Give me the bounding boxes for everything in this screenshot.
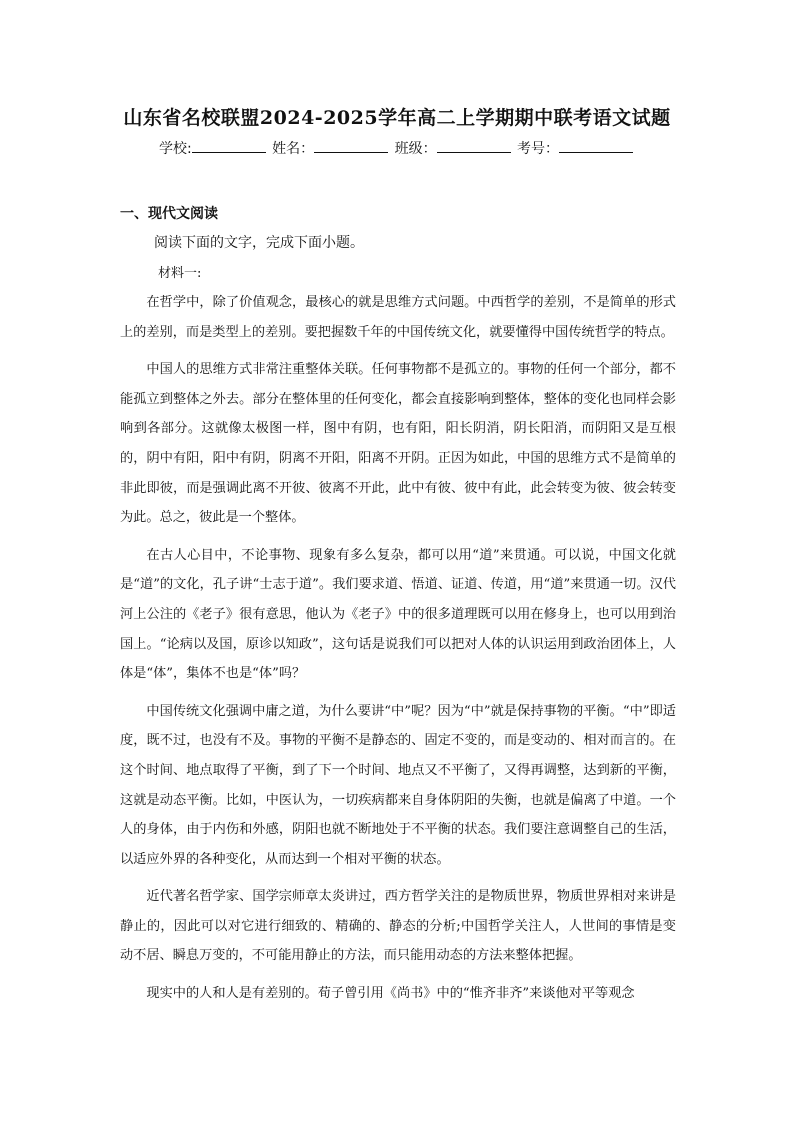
exam-number-blank[interactable] [559,140,633,153]
paragraph-6: 现实中的人和人是有差别的。荀子曾引用《尚书》中的“惟齐非齐”来谈他对平等观念 [146,986,635,1002]
section-heading: 一、现代文阅读 [120,206,218,222]
school-blank[interactable] [192,140,266,153]
document-title: 山东省名校联盟2024-2025学年高二上学期期中联考语文试题 [123,107,671,129]
passage-body [120,288,676,1017]
paragraph-3: 在古人心目中，不论事物、现象有多么复杂，都可以用“道”来贯通。可以说，中国文化就是“道”的文化，孔子讲“士志于道”。我们要求道、悟道、证道、传道，用“道”来贯通一切。汉代河上公注的《老子》很有意思，他认为《老子》中的很多道理既可以用在修身上，也可以用到治国上。“论病以及国，原诊以知政”，这句话是说我们可以把对人体的认识运用到政治团体上，人体是“体”，集体不也是“体”吗？ [120,547,676,682]
paragraph-1: 在哲学中，除了价值观念，最核心的就是思维方式问题。中西哲学的差别，不是简单的形式上的差别，而是类型上的差别。要把握数千年的中国传统文化，就要懂得中国传统哲学的特点。 [120,295,676,340]
reading-instruction: 阅读下面的文字，完成下面小题。 [154,235,364,251]
class-label: 班级： [394,141,437,157]
class-blank[interactable] [437,140,511,153]
student-info-line [0,138,794,158]
paragraph-4: 中国传统文化强调中庸之道，为什么要讲“中”呢？因为“中”就是保持事物的平衡。“中”即适度，既不过，也没有不及。事物的平衡不是静态的、固定不变的，而是变动的、相对而言的。在这个时间、地点取得了平衡，到了下一个时间、地点又不平衡了，又得再调整，达到新的平衡，这就是动态平衡。比如，中医认为，一切疾病都来自身体阴阳的失衡，也就是偏离了中道。一个人的身体，由于内伤和外感，阴阳也就不断地处于不平衡的状态。我们要注意调整自己的生活，以适应外界的各种变化，从而达到一个相对平衡的状态。 [120,703,676,867]
name-blank[interactable] [314,140,388,153]
material-label: 材料一: [158,266,202,281]
paragraph-5: 近代著名哲学家、国学宗师章太炎讲过，西方哲学关注的是物质世界，物质世界相对来讲是静止的，因此可以对它进行细致的、精确的、静态的分析;中国哲学关注人，人世间的事情是变动不居、瞬息万变的，不可能用静止的方法，而只能用动态的方法来整体把握。 [120,889,676,964]
paragraph-2: 中国人的思维方式非常注重整体关联。任何事物都不是孤立的。事物的任何一个部分，都不能孤立到整体之外去。部分在整体里的任何变化，都会直接影响到整体，整体的变化也同样会影响到各部分。这就像太极图一样，图中有阴，也有阳，阳长阴消，阴长阳消，而阴阳又是互根的，阴中有阳，阳中有阴，阴离不开阳，阳离不开阴。正因为如此，中国的思维方式不是简单的非此即彼，而是强调此离不开彼、彼离不开此，此中有彼、彼中有此，此会转变为彼、彼会转变为此。总之，彼此是一个整体。 [120,362,676,526]
school-label: 学校: [158,141,192,157]
name-label: 姓名： [272,141,315,157]
exam-number-label: 考号： [517,141,560,157]
